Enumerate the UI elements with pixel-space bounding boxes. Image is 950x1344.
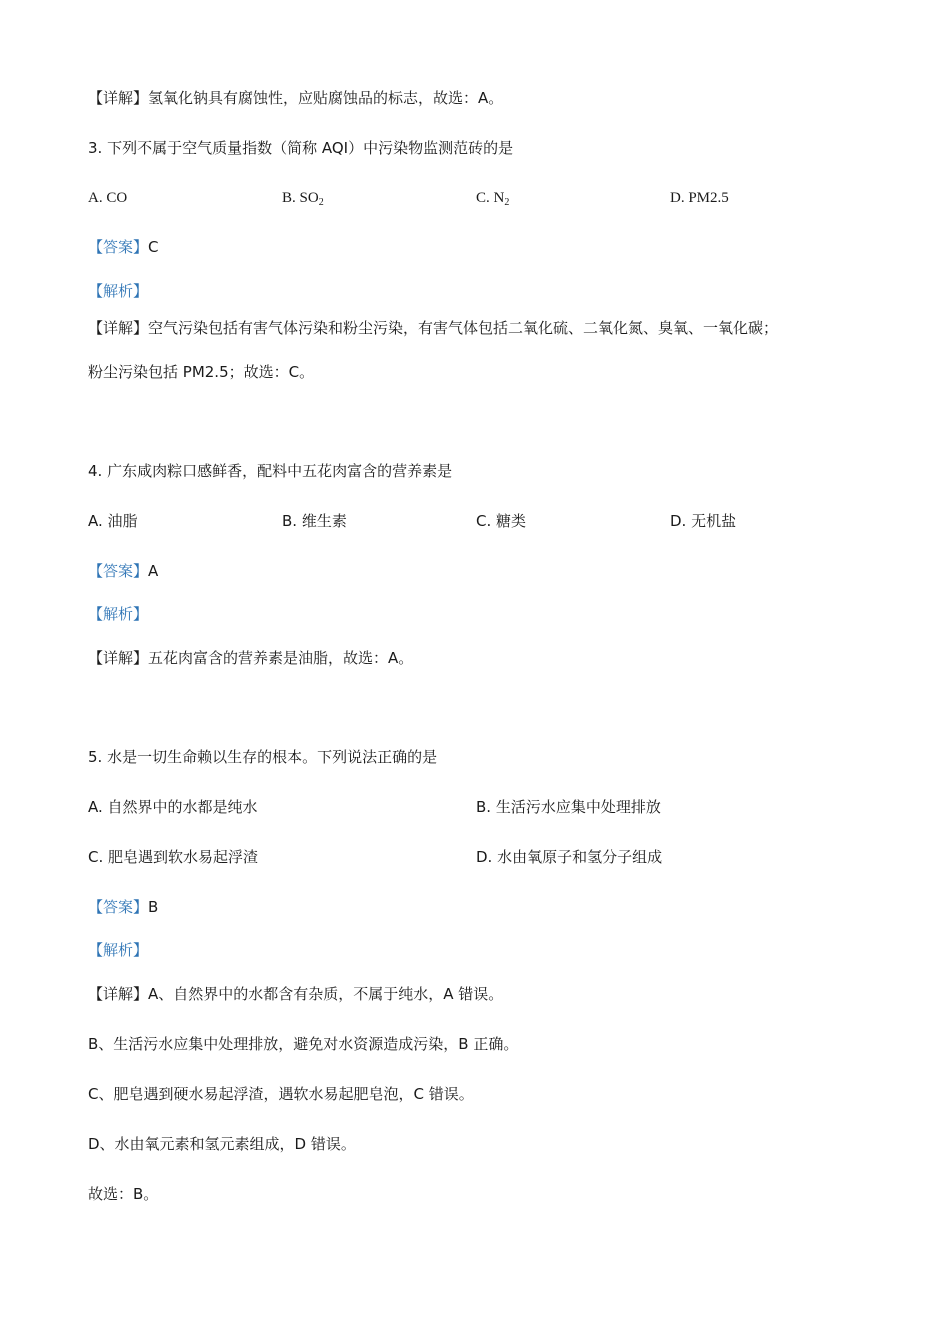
- q5-option-d: D. 水由氧原子和氢分子组成: [476, 848, 663, 866]
- detail-text: A、自然界中的水都含有杂质，不属于纯水，A 错误。: [148, 985, 504, 1003]
- detail-tag: 【详解】: [88, 89, 149, 107]
- q4-option-d: D. 无机盐: [670, 512, 737, 530]
- q4-stem: 4. 广东咸肉粽口感鲜香，配料中五花肉富含的营养素是: [88, 462, 453, 480]
- q3-option-b: [282, 188, 324, 208]
- q3-option-a: A. CO: [88, 190, 128, 206]
- q4-option-b: B. 维生素: [282, 512, 347, 530]
- q5-stem: 5. 水是一切生命赖以生存的根本。下列说法正确的是: [88, 748, 438, 766]
- q3-option-b-text: B. SO: [282, 190, 319, 206]
- answer-value: A: [148, 562, 159, 580]
- q3-stem: 3. 下列不属于空气质量指数（简称 AQI）中污染物监测范砖的是: [88, 139, 514, 157]
- q3-detail-line1: [88, 318, 778, 338]
- q5-detail-b: B、生活污水应集中处理排放，避免对水资源造成污染，B 正确。: [88, 1035, 519, 1053]
- detail-tag: 【详解】: [88, 319, 149, 337]
- q3-option-c: [476, 188, 509, 208]
- answer-value: C: [148, 238, 159, 256]
- answer-tag: 【答案】: [88, 562, 149, 580]
- q3-option-d: D. PM2.5: [670, 190, 729, 206]
- q5-conclusion: 故选：B。: [88, 1185, 159, 1203]
- answer-value: B: [148, 898, 159, 916]
- detail-text: 空气污染包括有害气体污染和粉尘污染，有害气体包括二氧化硫、二氧化氮、臭氧、一氧化碳；: [148, 319, 779, 337]
- q5-detail-a: [88, 984, 503, 1004]
- detail-tag: 【详解】: [88, 985, 149, 1003]
- detail-tag: 【详解】: [88, 649, 149, 667]
- q5-option-b: B. 生活污水应集中处理排放: [476, 798, 661, 816]
- detail-text: 五花肉富含的营养素是油脂，故选：A。: [148, 649, 414, 667]
- q5-detail-d: D、水由氧元素和氢元素组成，D 错误。: [88, 1135, 356, 1153]
- q3-answer: [88, 237, 159, 257]
- q3-analysis-tag: 【解析】: [88, 282, 149, 300]
- detail-text: 氢氧化钠具有腐蚀性，应贴腐蚀品的标志，故选：A。: [148, 89, 504, 107]
- q3-option-c-text: C. N: [476, 190, 505, 206]
- answer-tag: 【答案】: [88, 898, 149, 916]
- q3-option-c-sub: 2: [504, 197, 510, 208]
- q5-detail-c: C、肥皂遇到硬水易起浮渣，遇软水易起肥皂泡，C 错误。: [88, 1085, 474, 1103]
- q5-analysis-tag: 【解析】: [88, 941, 149, 959]
- prev-detail: [88, 88, 503, 108]
- q4-option-c: C. 糖类: [476, 512, 527, 530]
- q4-answer: [88, 561, 158, 581]
- q4-analysis-tag: 【解析】: [88, 605, 149, 623]
- q5-option-c: C. 肥皂遇到软水易起浮渣: [88, 848, 259, 866]
- q3-option-b-sub: 2: [318, 197, 324, 208]
- q5-answer: [88, 897, 158, 917]
- q4-detail: [88, 648, 413, 668]
- q3-detail-line2: 粉尘污染包括 PM2.5；故选：C。: [88, 363, 315, 381]
- q4-option-a: A. 油脂: [88, 512, 138, 530]
- answer-tag: 【答案】: [88, 238, 149, 256]
- q5-option-a: A. 自然界中的水都是纯水: [88, 798, 258, 816]
